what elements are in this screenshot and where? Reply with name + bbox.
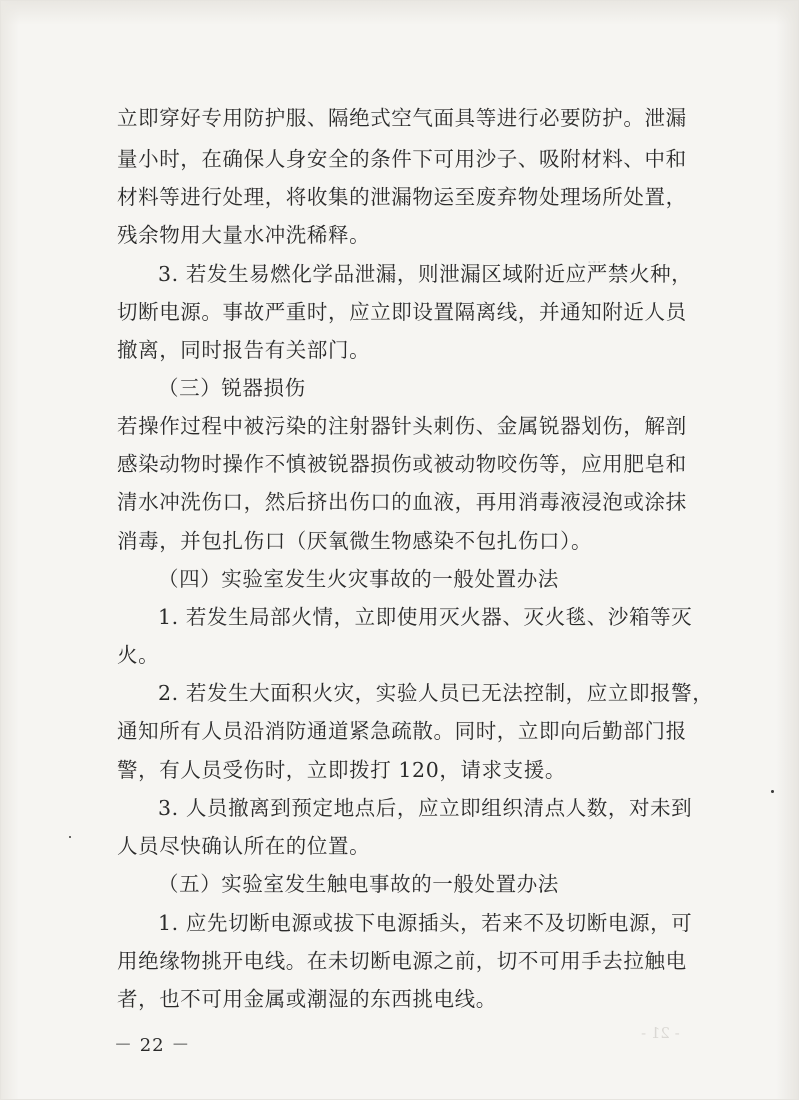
- paper-shade-right: [776, 1, 798, 1099]
- body-line: 通知所有人员沿消防通道紧急疏散。同时，立即向后勤部门报: [117, 719, 687, 743]
- body-line: 切断电源。事故严重时，应立即设置隔离线，并通知附近人员: [117, 300, 687, 324]
- body-line: 2. 若发生大面积火灾，实验人员已无法控制，应立即报警，: [158, 681, 714, 705]
- scan-speck: [771, 790, 774, 793]
- body-line: 警，有人员受伤时，立即拨打 120，请求支援。: [117, 758, 566, 782]
- body-line: 残余物用大量水冲洗稀释。: [117, 223, 371, 247]
- paper-shade-top: [1, 1, 798, 25]
- bleed-through-text: ‑ 21 ‑: [641, 1024, 680, 1042]
- body-line: 1. 应先切断电源或拔下电源插头，若来不及切断电源，可: [158, 911, 693, 935]
- body-line: 1. 若发生局部火情，立即使用灭火器、灭火毯、沙箱等灭: [158, 605, 693, 629]
- body-line: 清水冲洗伤口，然后挤出伤口的血液，再用消毒液浸泡或涂抹: [117, 490, 687, 514]
- paper-shade-left: [1, 1, 19, 1099]
- body-line: 火。: [117, 643, 160, 667]
- body-line: 者，也不可用金属或潮湿的东西挑电线。: [117, 987, 497, 1011]
- section-heading: （四）实验室发生火灾事故的一般处置办法: [158, 567, 559, 591]
- body-line: 消毒，并包扎伤口（厌氧微生物感染不包扎伤口）。: [117, 529, 593, 553]
- body-line: 量小时，在确保人身安全的条件下可用沙子、吸附材料、中和: [117, 147, 687, 171]
- body-line: 材料等进行处理，将收集的泄漏物运至废弃物处理场所处置，: [117, 185, 687, 209]
- body-line: 3. 人员撤离到预定地点后，应立即组织清点人数，对未到: [158, 796, 693, 820]
- body-line: 感染动物时操作不慎被锐器损伤或被动物咬伤等，应用肥皂和: [117, 452, 687, 476]
- page-number: － 22 －: [114, 1035, 191, 1056]
- body-line: 撤离，同时报告有关部门。: [117, 338, 371, 362]
- body-line: 用绝缘物挑开电线。在未切断电源之前，切不可用手去拉触电: [117, 949, 687, 973]
- scan-speck: [69, 836, 71, 838]
- section-heading: （五）实验室发生触电事故的一般处置办法: [158, 872, 559, 896]
- bleed-through-text: ...: [587, 249, 602, 267]
- body-line: 若操作过程中被污染的注射器针头刺伤、金属锐器划伤，解剖: [117, 414, 687, 438]
- body-line: 立即穿好专用防护服、隔绝式空气面具等进行必要防护。泄漏: [117, 106, 687, 130]
- body-line: 3. 若发生易燃化学品泄漏，则泄漏区域附近应严禁火种，: [158, 262, 693, 286]
- section-heading: （三）锐器损伤: [158, 376, 306, 400]
- body-line: 人员尽快确认所在的位置。: [117, 834, 371, 858]
